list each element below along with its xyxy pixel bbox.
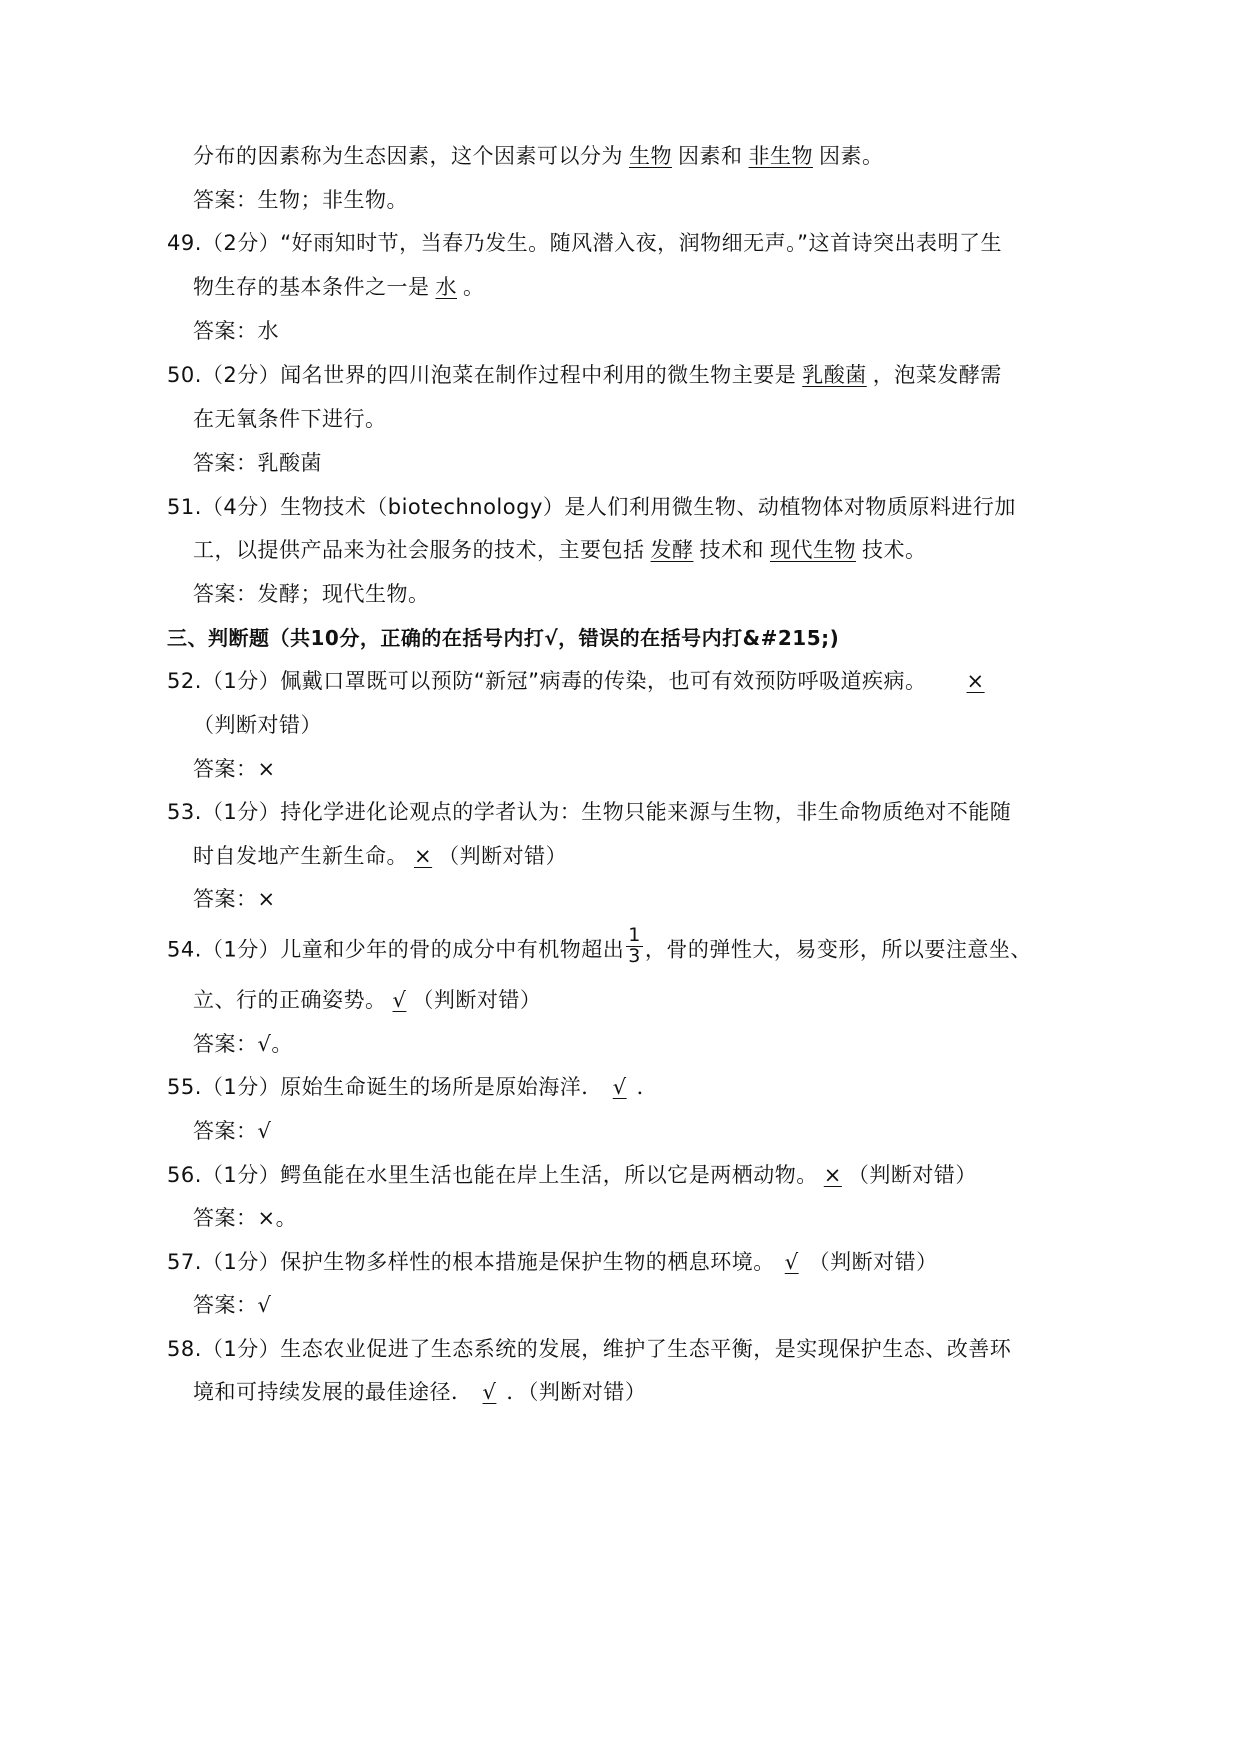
q48-line-1 [193, 141, 884, 171]
q56-line-1 [167, 1160, 977, 1190]
q51-text-a: 工，以提供产品来为社会服务的技术，主要包括 [193, 538, 645, 562]
q48-answer-blank-2: 非生物 [748, 144, 813, 168]
q53-text-a: 时自发地产生新生命。 [193, 844, 408, 868]
q53-answer: 答案：× [193, 887, 276, 911]
q53-line-1: 53.（1分）持化学进化论观点的学者认为：生物只能来源与生物，非生命物质绝对不能随 [167, 800, 1012, 824]
q50-line-2: 在无氧条件下进行。 [193, 407, 387, 431]
q49-answer: 答案：水 [193, 319, 279, 343]
q54-line-1 [167, 924, 1032, 971]
q55-line-1 [167, 1072, 658, 1102]
q49-line-1: 49.（2分）“好雨知时节，当春乃发生。随风潜入夜，润物细无声。”这首诗突出表明了生 [167, 231, 1003, 255]
q50-answer: 答案：乳酸菌 [193, 451, 322, 475]
q53-answer-blank: × [414, 844, 433, 868]
q48-text-a: 分布的因素称为生态因素，这个因素可以分为 [193, 144, 623, 168]
q51-answer-blank-1: 发酵 [650, 538, 694, 562]
q49-text-a: 物生存的基本条件之一是 [193, 275, 430, 299]
q48-text-c: 因素。 [819, 144, 884, 168]
q52-answer: 答案：× [193, 757, 276, 781]
q57-text-b: （判断对错） [808, 1250, 938, 1274]
q50-text-b: ，泡菜发酵需 [872, 363, 1002, 387]
q52-text-a: 52.（1分）佩戴口罩既可以预防“新冠”病毒的传染，也可有效预防呼吸道疾病。 [167, 669, 927, 693]
q48-text-b: 因素和 [678, 144, 743, 168]
q50-answer-blank: 乳酸菌 [802, 363, 867, 387]
q55-answer: 答案：√ [193, 1119, 272, 1143]
q58-line-2 [193, 1377, 646, 1407]
q56-text-a: 56.（1分）鳄鱼能在水里生活也能在岸上生活，所以它是两栖动物。 [167, 1163, 818, 1187]
q56-answer: 答案：×。 [193, 1206, 298, 1230]
q51-text-c: 技术。 [862, 538, 927, 562]
q57-text-a: 57.（1分）保护生物多样性的根本措施是保护生物的栖息环境。 [167, 1250, 775, 1274]
q50-text-a: 50.（2分）闻名世界的四川泡菜在制作过程中利用的微生物主要是 [167, 363, 797, 387]
q51-answer-blank-2: 现代生物 [770, 538, 856, 562]
q58-text-b: ．（判断对错） [506, 1380, 647, 1404]
q54-text-a: 54.（1分）儿童和少年的骨的成分中有机物超出 [167, 937, 625, 962]
q54-answer-blank: √ [392, 988, 407, 1012]
q48-answer-blank-1: 生物 [629, 144, 672, 168]
q55-answer-blank: √ [612, 1075, 627, 1099]
q58-line-1: 58.（1分）生态农业促进了生态系统的发展，维护了生态平衡，是实现保护生态、改善环 [167, 1337, 1012, 1361]
q54-text-d: （判断对错） [412, 988, 542, 1012]
q58-text-a: 境和可持续发展的最佳途径． [193, 1380, 473, 1404]
q51-line-1: 51.（4分）生物技术（biotechnology）是人们利用微生物、动植物体对物质原料进行加 [167, 495, 1016, 519]
q57-line-1 [167, 1247, 938, 1277]
q48-answer: 答案：生物；非生物。 [193, 188, 408, 212]
q51-line-2 [193, 535, 927, 565]
q56-answer-blank: × [823, 1163, 842, 1187]
q54-fraction [626, 926, 643, 967]
q51-answer: 答案：发酵；现代生物。 [193, 582, 430, 606]
q53-text-b: （判断对错） [438, 844, 568, 868]
q54-fraction-numerator: 1 [628, 924, 641, 946]
q52-line-2: （判断对错） [193, 713, 322, 737]
q54-answer: 答案：√。 [193, 1032, 293, 1056]
q49-text-b: 。 [463, 275, 485, 299]
q54-text-b: ，骨的弹性大，易变形，所以要注意坐、 [644, 937, 1032, 962]
q55-text-a: 55.（1分）原始生命诞生的场所是原始海洋． [167, 1075, 603, 1099]
q51-text-b: 技术和 [699, 538, 764, 562]
q52-line-1 [167, 666, 991, 696]
q56-text-b: （判断对错） [847, 1163, 977, 1187]
q54-fraction-denominator: 3 [628, 944, 641, 967]
q55-text-b: ． [636, 1075, 659, 1099]
section-3-heading: 三、判断题（共10分，正确的在括号内打√，错误的在括号内打&#215;) [167, 626, 840, 650]
q54-line-2 [193, 985, 541, 1015]
q58-answer-blank: √ [482, 1380, 497, 1404]
q57-answer: 答案：√ [193, 1293, 272, 1317]
q49-line-2 [193, 272, 485, 302]
q57-answer-blank: √ [784, 1250, 799, 1274]
q52-answer-blank: × [966, 669, 985, 693]
q54-text-c: 立、行的正确姿势。 [193, 988, 387, 1012]
q49-answer-blank: 水 [435, 275, 457, 299]
q50-line-1 [167, 360, 1002, 390]
q53-line-2 [193, 841, 567, 871]
